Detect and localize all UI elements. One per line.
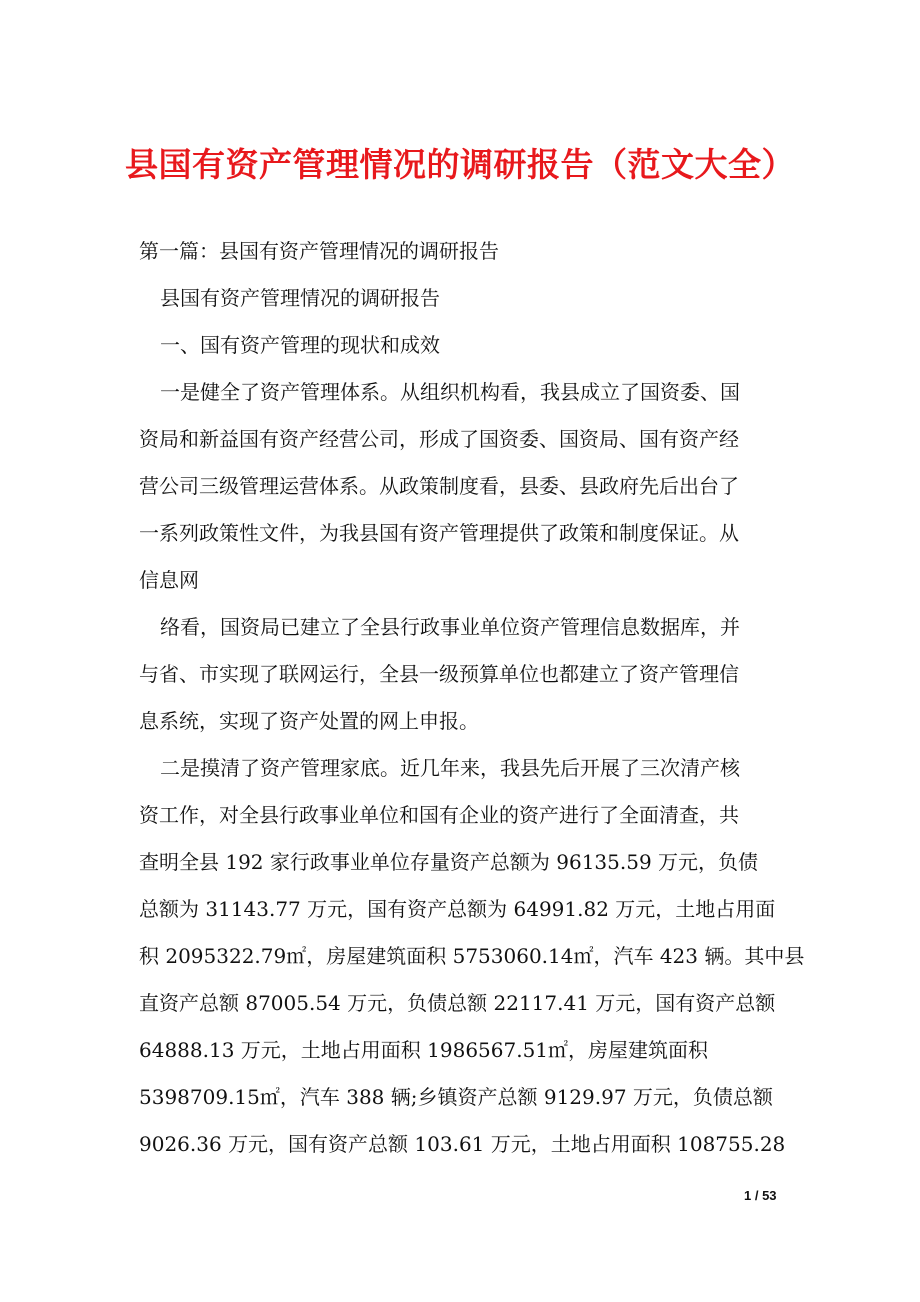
paragraph-line: 总额为 31143.77 万元，国有资产总额为 64991.82 万元，土地占用面 bbox=[139, 897, 776, 921]
report-subtitle: 县国有资产管理情况的调研报告 bbox=[160, 286, 440, 310]
paragraph-line: 营公司三级管理运营体系。从政策制度看，县委、县政府先后出台了 bbox=[139, 474, 739, 498]
heading-part-one: 第一篇：县国有资产管理情况的调研报告 bbox=[139, 239, 499, 263]
paragraph-line: 二是摸清了资产管理家底。近几年来，我县先后开展了三次清产核 bbox=[160, 756, 740, 780]
paragraph-line: 息系统，实现了资产处置的网上申报。 bbox=[139, 709, 479, 733]
paragraph-line: 查明全县 192 家行政事业单位存量资产总额为 96135.59 万元，负债 bbox=[139, 850, 759, 874]
paragraph-line: 9026.36 万元，国有资产总额 103.61 万元，土地占用面积 108755.28 bbox=[139, 1132, 786, 1156]
paragraph-line: 资局和新益国有资产经营公司，形成了国资委、国资局、国有资产经 bbox=[139, 427, 739, 451]
paragraph-line: 5398709.15㎡，汽车 388 辆;乡镇资产总额 9129.97 万元，负债总额 bbox=[139, 1085, 773, 1109]
paragraph-line: 一系列政策性文件，为我县国有资产管理提供了政策和制度保证。从 bbox=[139, 521, 739, 545]
paragraph-line: 资工作，对全县行政事业单位和国有企业的资产进行了全面清查，共 bbox=[139, 803, 739, 827]
paragraph-line: 与省、市实现了联网运行，全县一级预算单位也都建立了资产管理信 bbox=[139, 662, 739, 686]
document-title: 县国有资产管理情况的调研报告（范文大全） bbox=[125, 145, 795, 184]
paragraph-line: 络看，国资局已建立了全县行政事业单位资产管理信息数据库，并 bbox=[160, 615, 740, 639]
document-body bbox=[139, 228, 805, 1168]
section-heading-1: 一、国有资产管理的现状和成效 bbox=[160, 333, 440, 357]
paragraph-line: 一是健全了资产管理体系。从组织机构看，我县成立了国资委、国 bbox=[160, 380, 740, 404]
paragraph-line: 直资产总额 87005.54 万元，负债总额 22117.41 万元，国有资产总额 bbox=[139, 991, 776, 1015]
paragraph-line: 积 2095322.79㎡，房屋建筑面积 5753060.14㎡，汽车 423 辆。其中县 bbox=[139, 944, 805, 968]
paragraph-line: 64888.13 万元，土地占用面积 1986567.51㎡，房屋建筑面积 bbox=[139, 1038, 709, 1062]
paragraph-line: 信息网 bbox=[139, 568, 199, 592]
page-indicator: 1 / 53 bbox=[744, 1188, 777, 1203]
